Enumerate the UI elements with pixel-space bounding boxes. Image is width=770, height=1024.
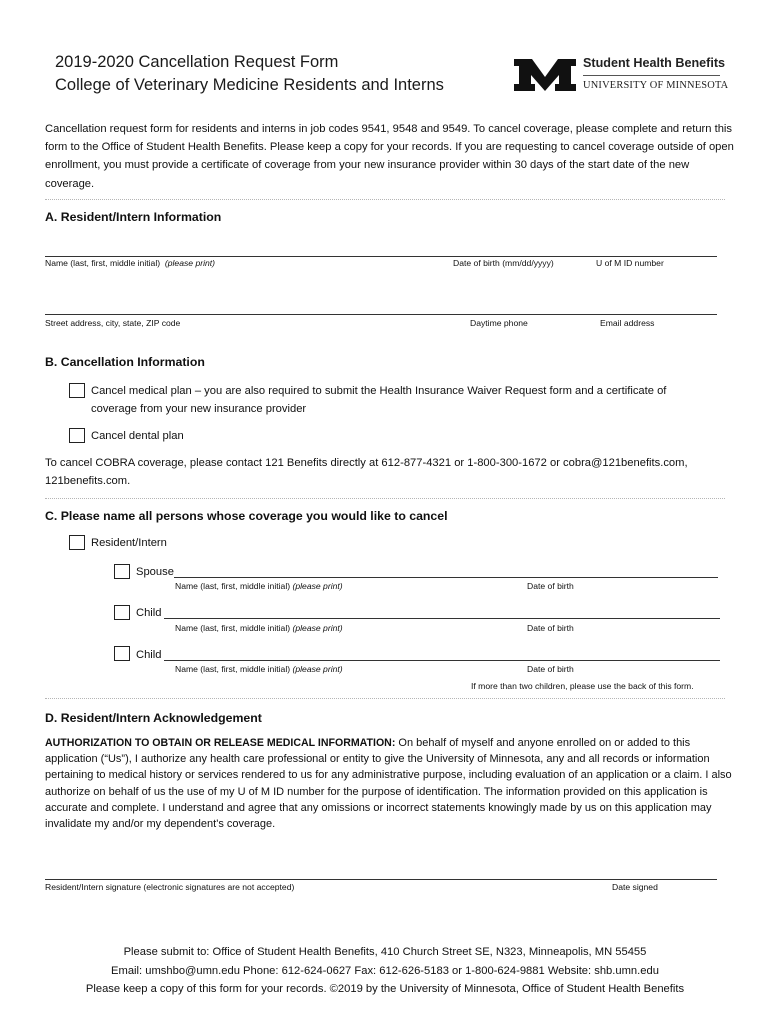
name-label: Name (last, first, middle initial) (please print) bbox=[45, 258, 216, 268]
cobra-text: To cancel COBRA coverage, please contact 121 Benefits directly at 612-877-4321 or 1-800-300-1672 or cobra@121benefits.com, 121benefits.com. bbox=[45, 457, 688, 487]
spouse-label: Spouse bbox=[136, 566, 174, 578]
logo-divider bbox=[583, 75, 720, 76]
name-dob-id-field[interactable] bbox=[45, 256, 717, 257]
child1-dob-label: Date of birth bbox=[527, 623, 574, 633]
address-label: Street address, city, state, ZIP code bbox=[45, 318, 181, 328]
section-a-heading: A. Resident/Intern Information bbox=[45, 210, 222, 224]
resident-label: Resident/Intern bbox=[91, 537, 167, 549]
footer-contact: Email: umshbo@umn.edu Phone: 612-624-0627 Fax: 612-626-5183 or 1-800-624-9881 Website: shb.umn.edu bbox=[111, 965, 659, 977]
logo-university: UNIVERSITY OF MINNESOTA bbox=[583, 80, 729, 91]
child1-name-label: Name (last, first, middle initial) (please print) bbox=[175, 623, 343, 633]
university-m-logo-icon bbox=[512, 57, 578, 93]
authorization-text: AUTHORIZATION TO OBTAIN OR RELEASE MEDICAL INFORMATION: On behalf of myself and anyone enrolled on or added to this application (“Us”), I authorize any health care professional or entity to give the University of Minnesota, any and all records or information pertaining to medical history or services rendered to us for any administrative purpose, including evaluation of an application or a claim. I also authorize on behalf of us the use of my U of M ID number for the purpose of identification. The information provided on this application is accurate and complete. I understand and agree that any omissions or incorrect statements knowingly made by us on this application may invalidate my and/or my dependent's coverage. bbox=[45, 737, 732, 831]
cancel-dental-label: Cancel dental plan bbox=[91, 430, 184, 442]
more-children-note: If more than two children, please use the back of this form. bbox=[471, 681, 694, 691]
divider bbox=[45, 498, 725, 499]
logo-department: Student Health Benefits bbox=[583, 56, 726, 70]
spouse-dob-label: Date of birth bbox=[527, 581, 574, 591]
section-b-heading: B. Cancellation Information bbox=[45, 355, 205, 369]
cancel-medical-label: Cancel medical plan – you are also required to submit the Health Insurance Waiver Request form and a certificate of coverage from your new insurance provider bbox=[91, 385, 667, 415]
child2-dob-label: Date of birth bbox=[527, 664, 574, 674]
spouse-name-label: Name (last, first, middle initial) (please print) bbox=[175, 581, 343, 591]
form-title: 2019-2020 Cancellation Request Form bbox=[55, 53, 339, 71]
resident-checkbox[interactable] bbox=[69, 535, 85, 550]
cancel-dental-checkbox[interactable] bbox=[69, 428, 85, 443]
divider bbox=[45, 199, 725, 200]
spouse-name-field[interactable] bbox=[174, 577, 718, 578]
dob-label: Date of birth (mm/dd/yyyy) bbox=[453, 258, 554, 268]
footer-address: Please submit to: Office of Student Health Benefits, 410 Church Street SE, N323, Minneapolis, MN 55455 bbox=[123, 946, 647, 958]
umid-label: U of M ID number bbox=[596, 258, 664, 268]
signature-label: Resident/Intern signature (electronic signatures are not accepted) bbox=[45, 882, 295, 892]
divider bbox=[45, 698, 725, 699]
section-d-heading: D. Resident/Intern Acknowledgement bbox=[45, 711, 262, 725]
intro-text: Cancellation request form for residents and interns in job codes 9541, 9548 and 9549. To cancel coverage, please complete and return this form to the Office of Student Health Benefits. Please keep a copy for your records. If you are requesting to cancel coverage outside of open enrollment, you must provide a certificate of coverage from your new insurance provider within 30 days of the start date of the new coverage. bbox=[45, 123, 734, 190]
child2-name-field[interactable] bbox=[164, 660, 720, 661]
child2-label: Child bbox=[136, 649, 162, 661]
child2-checkbox[interactable] bbox=[114, 646, 130, 661]
cancel-medical-checkbox[interactable] bbox=[69, 383, 85, 398]
child1-checkbox[interactable] bbox=[114, 605, 130, 620]
form-subtitle: College of Veterinary Medicine Residents and Interns bbox=[55, 76, 444, 94]
footer-copyright: Please keep a copy of this form for your records. ©2019 by the University of Minnesota, Office of Student Health Benefits bbox=[85, 983, 685, 995]
phone-label: Daytime phone bbox=[470, 318, 528, 328]
address-phone-email-field[interactable] bbox=[45, 314, 717, 315]
signature-date-field[interactable] bbox=[45, 879, 717, 880]
spouse-checkbox[interactable] bbox=[114, 564, 130, 579]
section-c-heading: C. Please name all persons whose coverage you would like to cancel bbox=[45, 509, 448, 523]
child1-name-field[interactable] bbox=[164, 618, 720, 619]
child1-label: Child bbox=[136, 607, 162, 619]
date-signed-label: Date signed bbox=[612, 882, 658, 892]
email-label: Email address bbox=[600, 318, 655, 328]
child2-name-label: Name (last, first, middle initial) (please print) bbox=[175, 664, 343, 674]
